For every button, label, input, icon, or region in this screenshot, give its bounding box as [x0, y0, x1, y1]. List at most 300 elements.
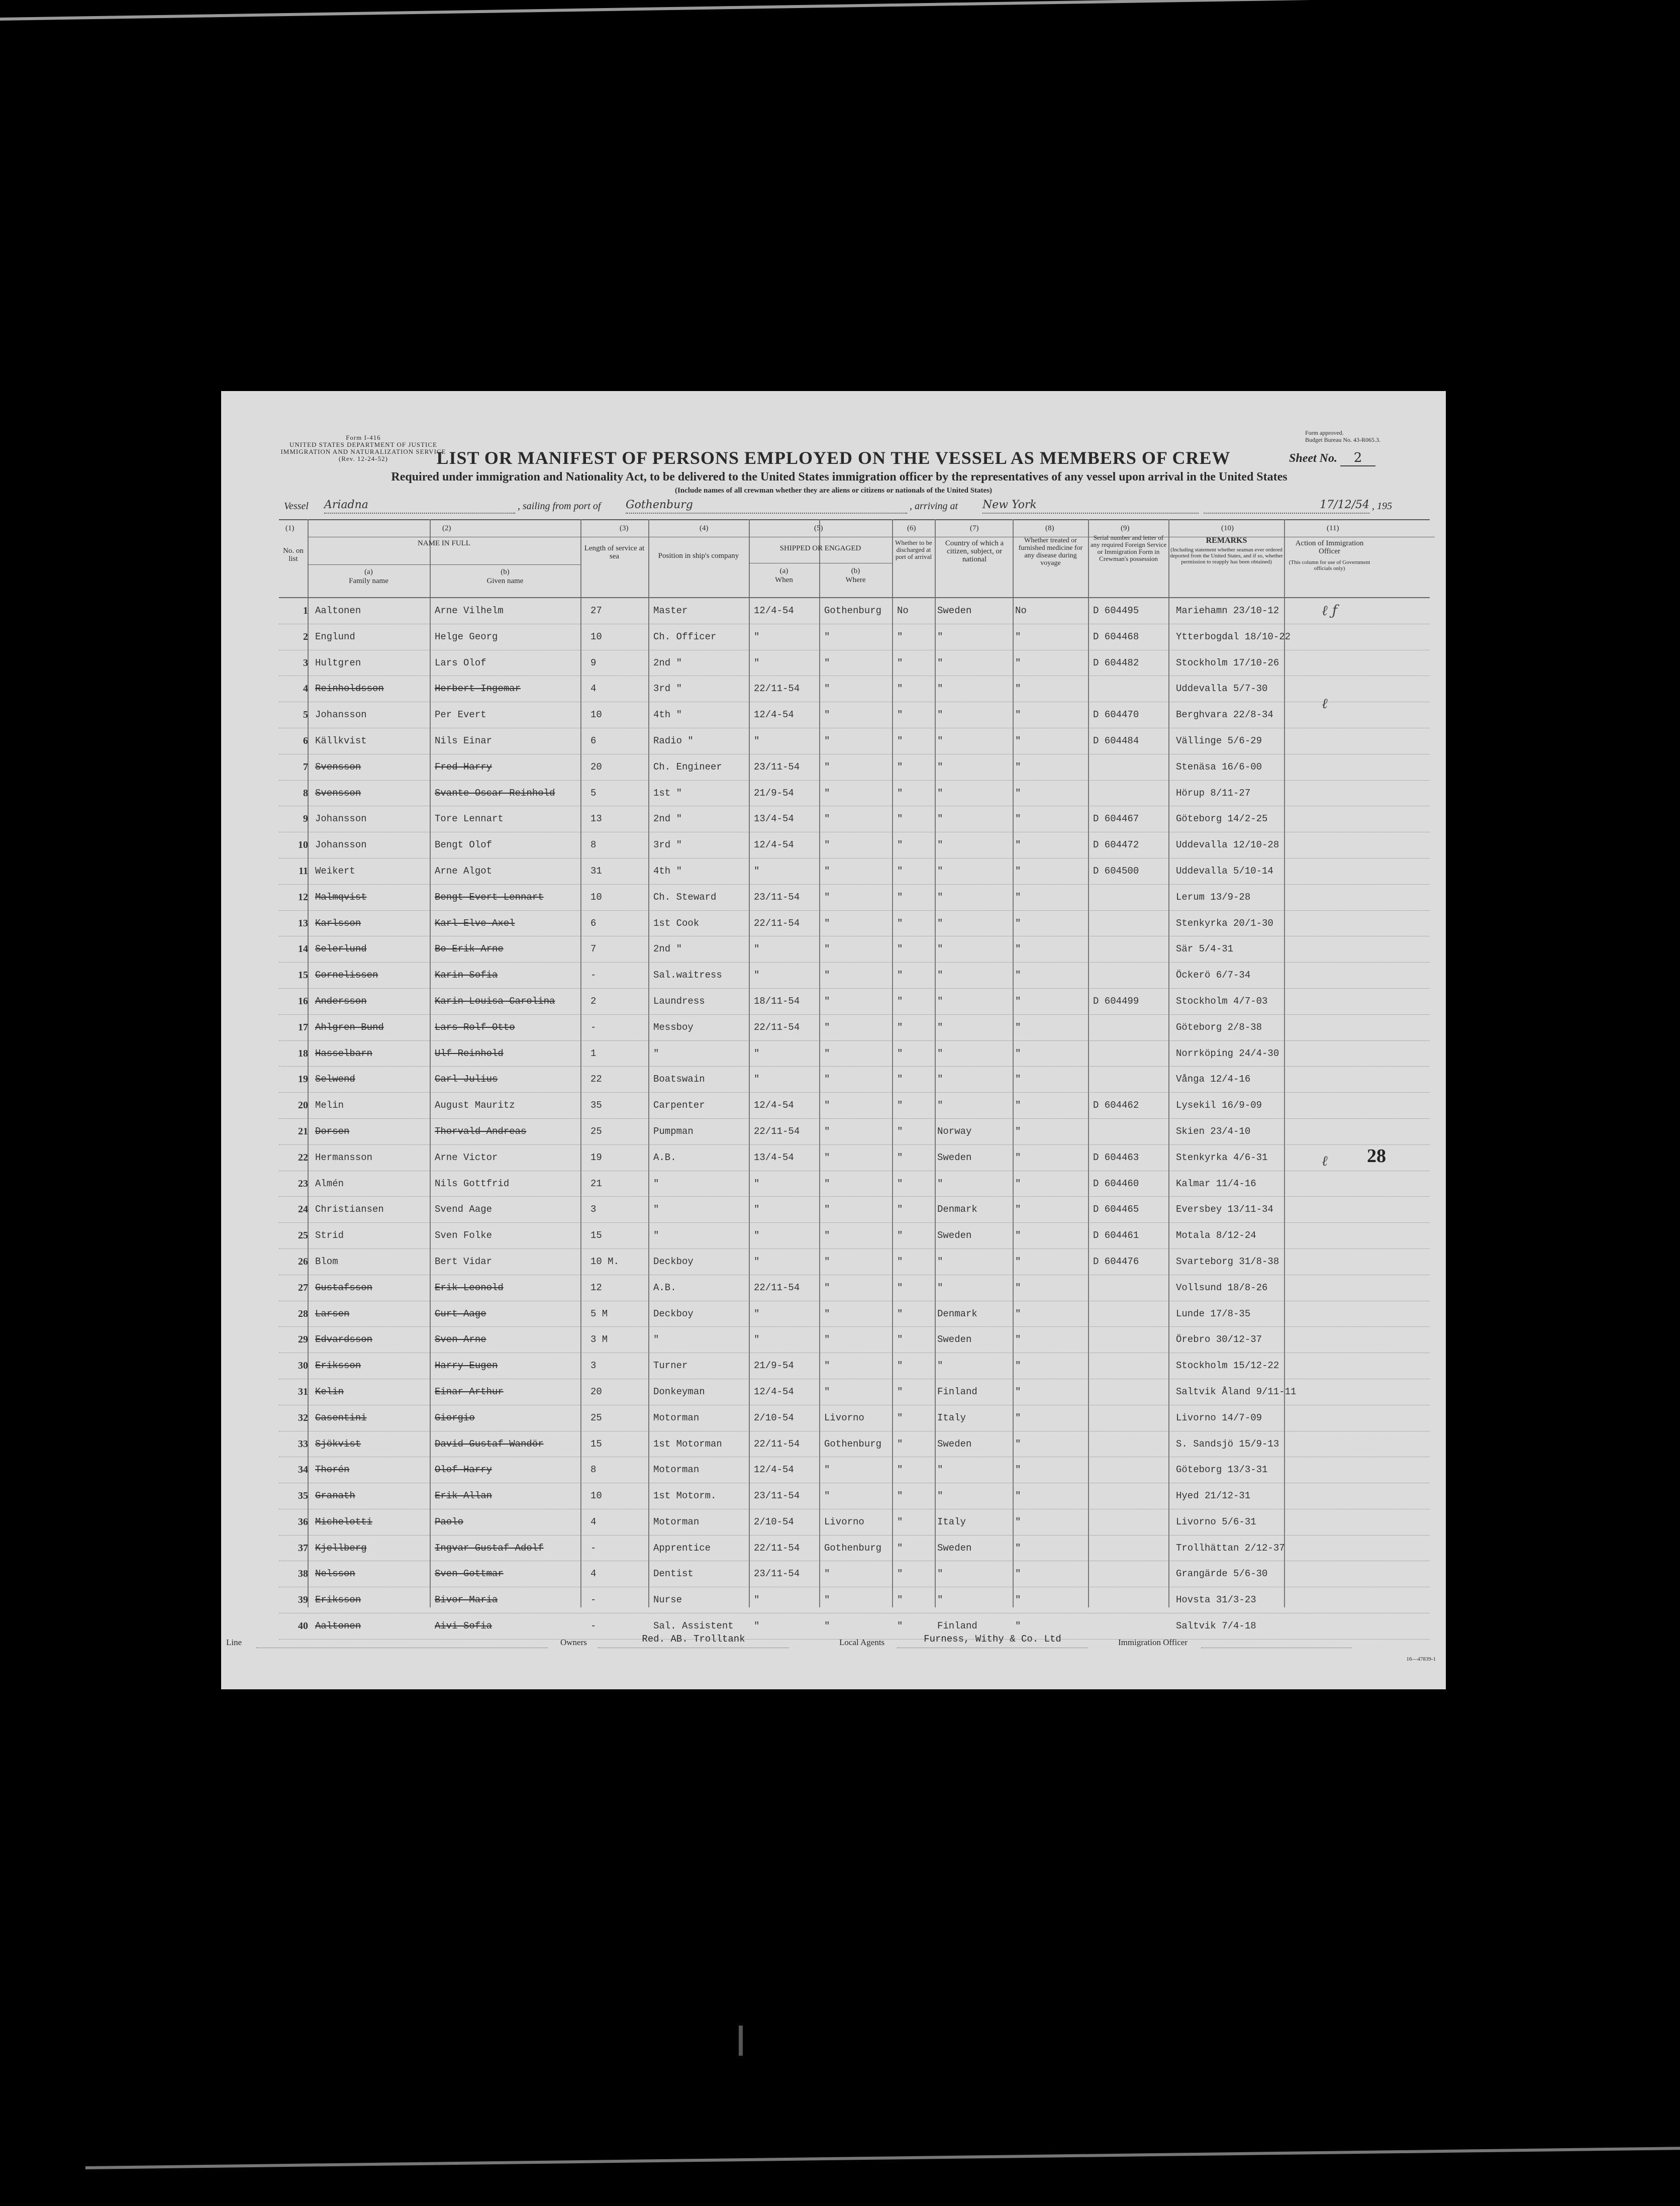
cell-when: 22/11-54 — [754, 1021, 800, 1033]
cell-when: " — [754, 1204, 760, 1215]
cell-length: - — [590, 1620, 597, 1632]
cell-length: 10 — [590, 891, 602, 903]
cell-position: 2nd " — [653, 657, 682, 668]
cell-discharged: " — [897, 839, 903, 851]
cell-no: 11 — [299, 865, 308, 877]
cell-disease: " — [1015, 1620, 1021, 1632]
cell-family: Kelin — [315, 1386, 344, 1397]
cell-given: Nils Einar — [435, 735, 492, 746]
cell-when: " — [754, 1334, 760, 1346]
cell-position: Nurse — [653, 1594, 682, 1606]
table-row — [279, 989, 1430, 1015]
vessel-label: Vessel — [284, 501, 309, 512]
cell-country: Denmark — [937, 1204, 977, 1215]
cell-country: " — [937, 813, 943, 825]
cell-country: " — [937, 891, 943, 903]
cell-remarks: Uddevalla 5/10-14 — [1176, 865, 1273, 877]
cell-length: 31 — [590, 865, 602, 877]
cell-country: " — [937, 917, 943, 929]
cell-when: 21/9-54 — [754, 787, 794, 799]
cell-country: Italy — [937, 1412, 966, 1423]
cell-given: Curt Aage — [435, 1308, 486, 1319]
cell-remarks: Grangärde 5/6-30 — [1176, 1568, 1268, 1580]
cell-no: 16 — [298, 995, 308, 1007]
cell-country: " — [937, 1594, 943, 1606]
cell-family: Ahlgren-Bund — [315, 1021, 384, 1033]
cell-where: Gothenburg — [824, 1542, 882, 1554]
table-row — [279, 598, 1430, 624]
cell-where: " — [824, 631, 830, 642]
cell-length: 8 — [590, 1464, 597, 1476]
table-row — [279, 1483, 1430, 1509]
cell-given: Bo Erik Arne — [435, 943, 504, 955]
table-row — [279, 1145, 1430, 1171]
cell-where: " — [824, 1230, 830, 1241]
table-row — [279, 1301, 1430, 1327]
cell-family: Edvardsson — [315, 1334, 373, 1346]
cell-no: 1 — [303, 605, 308, 616]
cell-remarks: Göteborg 13/3-31 — [1176, 1464, 1268, 1476]
cell-family: Kjellberg — [315, 1542, 367, 1554]
cell-length: 19 — [590, 1152, 602, 1163]
cell-when: 12/4-54 — [754, 709, 794, 721]
cell-remarks: Lunde 17/8-35 — [1176, 1308, 1251, 1319]
cell-length: 8 — [590, 839, 597, 851]
cell-no: 25 — [298, 1230, 308, 1241]
cell-no: 6 — [303, 735, 308, 746]
cell-remarks: Vånga 12/4-16 — [1176, 1074, 1251, 1085]
cell-disease: " — [1015, 735, 1021, 746]
cell-disease: " — [1015, 683, 1021, 695]
cell-no: 9 — [303, 813, 308, 825]
cell-family: Cornelissen — [315, 970, 378, 981]
cell-disease: " — [1015, 1204, 1021, 1215]
cell-no: 31 — [298, 1386, 308, 1397]
cell-remarks: Livorno 14/7-09 — [1176, 1412, 1262, 1423]
cell-position: Sal. Assistent — [653, 1620, 734, 1632]
cell-position: Motorman — [653, 1412, 700, 1423]
cell-disease: " — [1015, 1021, 1021, 1033]
cell-no: 39 — [298, 1594, 308, 1606]
cell-where: " — [824, 917, 830, 929]
table-row — [279, 885, 1430, 911]
cell-position: Ch. Steward — [653, 891, 717, 903]
cell-disease: " — [1015, 1178, 1021, 1189]
cell-serial: D 604484 — [1093, 735, 1139, 746]
cell-position: 3rd " — [653, 683, 682, 695]
cell-position: Messboy — [653, 1021, 694, 1033]
cell-disease: " — [1015, 1334, 1021, 1346]
cell-given: Lars Olof — [435, 657, 486, 668]
cell-country: Finland — [937, 1620, 977, 1632]
cell-no: 40 — [298, 1620, 308, 1632]
cell-country: Denmark — [937, 1308, 977, 1319]
table-row — [279, 1093, 1430, 1119]
cell-when: " — [754, 657, 760, 668]
page-stamp: 28 — [1367, 1145, 1386, 1167]
cell-country: " — [937, 1047, 943, 1059]
cell-disease: " — [1015, 995, 1021, 1007]
agents-field: Furness, Withy & Co. Ltd — [897, 1634, 1088, 1648]
cell-where: " — [824, 1152, 830, 1163]
cell-position: 1st Cook — [653, 917, 700, 929]
cell-discharged: " — [897, 709, 903, 721]
cell-given: Arne Victor — [435, 1152, 498, 1163]
cell-discharged: " — [897, 1464, 903, 1476]
cell-when: 23/11-54 — [754, 891, 800, 903]
table-row — [279, 963, 1430, 989]
cell-where: " — [824, 1620, 830, 1632]
sheet-number — [1289, 450, 1375, 466]
cell-family: Johansson — [315, 709, 367, 721]
cell-when: 22/11-54 — [754, 1282, 800, 1293]
col-num: (10) — [1221, 524, 1234, 532]
cell-length: 25 — [590, 1125, 602, 1137]
cell-disease: " — [1015, 1100, 1021, 1111]
cell-when: 18/11-54 — [754, 995, 800, 1007]
cell-given: Karl Elve Axel — [435, 917, 515, 929]
cell-where: " — [824, 1464, 830, 1476]
col-header-where: Where — [845, 576, 866, 584]
sheet-value: 2 — [1340, 450, 1375, 466]
cell-given: Arne Vilhelm — [435, 605, 504, 616]
cell-family: Granath — [315, 1490, 355, 1502]
cell-country: " — [937, 787, 943, 799]
cell-given: Sven Folke — [435, 1230, 492, 1241]
owners-label: Owners — [560, 1638, 587, 1647]
cell-remarks: Skien 23/4-10 — [1176, 1125, 1251, 1137]
cell-when: 22/11-54 — [754, 1125, 800, 1137]
cell-where: " — [824, 1490, 830, 1502]
officer-signature-field — [1201, 1634, 1352, 1648]
cell-when: " — [754, 1594, 760, 1606]
cell-country: " — [937, 1100, 943, 1111]
col-header-no: No. on list — [283, 547, 304, 563]
col-num: (11) — [1327, 524, 1339, 532]
cell-discharged: " — [897, 1100, 903, 1111]
page-title: LIST OR MANIFEST OF PERSONS EMPLOYED ON THE VESSEL AS MEMBERS OF CREW — [436, 448, 1231, 468]
cell-remarks: Stockholm 17/10-26 — [1176, 657, 1279, 668]
cell-discharged: " — [897, 1074, 903, 1085]
cell-given: Svante Oscar Reinhold — [435, 787, 555, 799]
table-row — [279, 781, 1430, 807]
cell-when: 13/4-54 — [754, 1152, 794, 1163]
cell-discharged: " — [897, 1542, 903, 1554]
cell-length: 20 — [590, 761, 602, 773]
cell-family: Dorsen — [315, 1125, 350, 1137]
cell-no: 7 — [303, 761, 308, 773]
cell-where: " — [824, 1204, 830, 1215]
cell-where: " — [824, 970, 830, 981]
cell-disease: " — [1015, 1386, 1021, 1397]
cell-length: 15 — [590, 1438, 602, 1450]
cell-remarks: Hörup 8/11-27 — [1176, 787, 1251, 799]
cell-remarks: Mariehamn 23/10-12 — [1176, 605, 1279, 616]
cell-discharged: " — [897, 1412, 903, 1423]
cell-position: Laundress — [653, 995, 705, 1007]
cell-length: 6 — [590, 917, 597, 929]
cell-given: Nils Gottfrid — [435, 1178, 510, 1189]
cell-given: Lars Rolf Otto — [435, 1021, 515, 1033]
col-num: (7) — [970, 524, 979, 532]
cell-no: 36 — [298, 1516, 308, 1527]
cell-family: Christiansen — [315, 1204, 384, 1215]
cell-given: Ulf Reinhold — [435, 1047, 504, 1059]
cell-discharged: " — [897, 1021, 903, 1033]
table-row — [279, 1171, 1430, 1197]
cell-family: Andersson — [315, 995, 367, 1007]
cell-remarks: Saltvik Åland 9/11-11 — [1176, 1386, 1297, 1397]
cell-when: 23/11-54 — [754, 1490, 800, 1502]
cell-serial: D 604472 — [1093, 839, 1139, 851]
cell-country: Italy — [937, 1516, 966, 1527]
cell-family: Larsen — [315, 1308, 350, 1319]
cell-disease: " — [1015, 1464, 1021, 1476]
cell-when: 21/9-54 — [754, 1360, 794, 1372]
cell-position: 4th " — [653, 865, 682, 877]
cell-family: Malmqvist — [315, 891, 367, 903]
col-num: (6) — [907, 524, 916, 532]
cell-length: 7 — [590, 943, 597, 955]
cell-serial: D 604482 — [1093, 657, 1139, 668]
cell-disease: " — [1015, 865, 1021, 877]
cell-position: Sal.waitress — [653, 970, 722, 981]
cell-disease: " — [1015, 1282, 1021, 1293]
cell-discharged: " — [897, 1568, 903, 1580]
officer-mark: ℓ — [1322, 1153, 1328, 1169]
cell-remarks: Sär 5/4-31 — [1176, 943, 1234, 955]
table-row — [279, 676, 1430, 702]
cell-given: Giorgio — [435, 1412, 475, 1423]
cell-length: 9 — [590, 657, 597, 668]
table-row — [279, 1041, 1430, 1067]
cell-length: 10 — [590, 631, 602, 642]
table-row — [279, 911, 1430, 937]
col-header-remarks: REMARKS — [1206, 536, 1247, 545]
revision-date: (Rev. 12-24-52) — [339, 455, 388, 462]
cell-remarks: Motala 8/12-24 — [1176, 1230, 1256, 1241]
cell-length: 2 — [590, 995, 597, 1007]
cell-family: Strid — [315, 1230, 344, 1241]
cell-disease: " — [1015, 943, 1021, 955]
cell-length: 5 M — [590, 1308, 608, 1319]
cell-disease: " — [1015, 1230, 1021, 1241]
cell-when: " — [754, 1178, 760, 1189]
table-row — [279, 1275, 1430, 1301]
cell-remarks: Ytterbogdal 18/10-22 — [1176, 631, 1291, 642]
budget-bureau-text: Budget Bureau No. 43-R065.3. — [1305, 436, 1380, 443]
cell-no: 27 — [298, 1282, 308, 1293]
cell-country: " — [937, 1490, 943, 1502]
cell-disease: " — [1015, 1516, 1021, 1527]
cell-length: 4 — [590, 683, 597, 695]
cell-remarks: Lerum 13/9-28 — [1176, 891, 1251, 903]
table-row — [279, 1015, 1430, 1041]
cell-no: 28 — [298, 1308, 308, 1319]
cell-where: " — [824, 709, 830, 721]
cell-country: " — [937, 839, 943, 851]
cell-where: " — [824, 735, 830, 746]
cell-serial: D 604500 — [1093, 865, 1139, 877]
cell-discharged: " — [897, 1386, 903, 1397]
cell-remarks: Trollhättan 2/12-37 — [1176, 1542, 1285, 1554]
cell-family: Weikert — [315, 865, 355, 877]
cell-family: Hultgren — [315, 657, 361, 668]
cell-position: Apprentice — [653, 1542, 711, 1554]
cell-remarks: Lysekil 16/9-09 — [1176, 1100, 1262, 1111]
cell-length: 27 — [590, 605, 602, 616]
cell-given: Helge Georg — [435, 631, 498, 642]
table-row — [279, 1327, 1430, 1353]
cell-no: 30 — [298, 1360, 308, 1372]
col-header-disease: Whether treated or furnished medicine for any disease during voyage — [1018, 537, 1083, 567]
cell-family: Englund — [315, 631, 355, 642]
department-name: UNITED STATES DEPARTMENT OF JUSTICE — [289, 441, 437, 448]
cell-discharged: " — [897, 683, 903, 695]
cell-discharged: " — [897, 865, 903, 877]
cell-where: Livorno — [824, 1412, 864, 1423]
vessel-field: Ariadna — [324, 499, 515, 514]
cell-length: 5 — [590, 787, 597, 799]
cell-remarks: Öckerö 6/7-34 — [1176, 970, 1251, 981]
cell-remarks: Berghvara 22/8-34 — [1176, 709, 1273, 721]
col-header-when: When — [775, 576, 793, 584]
cell-disease: " — [1015, 657, 1021, 668]
cell-position: Deckboy — [653, 1308, 694, 1319]
cell-remarks: Hyed 21/12-31 — [1176, 1490, 1251, 1502]
cell-family: Hasselbarn — [315, 1047, 373, 1059]
cell-remarks: Vollsund 18/8-26 — [1176, 1282, 1268, 1293]
cell-length: 20 — [590, 1386, 602, 1397]
cell-family: Johansson — [315, 839, 367, 851]
col-header-family: Family name — [349, 577, 388, 585]
cell-discharged: " — [897, 1282, 903, 1293]
cell-family: Sjökvist — [315, 1438, 361, 1450]
cell-given: Fred Harry — [435, 761, 492, 773]
scan-border-bottom — [85, 2147, 1680, 2169]
cell-where: " — [824, 1334, 830, 1346]
cell-disease: " — [1015, 761, 1021, 773]
cell-family: Gustafsson — [315, 1282, 373, 1293]
cell-serial: D 604467 — [1093, 813, 1139, 825]
col-num: (5) — [814, 524, 823, 532]
cell-no: 2 — [303, 631, 308, 642]
cell-disease: " — [1015, 787, 1021, 799]
col-header-length: Length of service at sea — [584, 544, 645, 560]
cell-remarks: Svarteborg 31/8-38 — [1176, 1256, 1279, 1267]
cell-country: " — [937, 1282, 943, 1293]
cell-country: Sweden — [937, 1542, 972, 1554]
col-num: (4) — [700, 524, 709, 532]
col-header-given: Given name — [486, 577, 524, 585]
cell-when: " — [754, 943, 760, 955]
cell-given: Herbert Ingemar — [435, 683, 521, 695]
cell-when: " — [754, 1620, 760, 1632]
cell-family: Hermansson — [315, 1152, 373, 1163]
cell-where: " — [824, 891, 830, 903]
sailing-field: Gothenburg — [626, 499, 907, 514]
cell-position: " — [653, 1230, 659, 1241]
cell-length: - — [590, 1021, 597, 1033]
table-row — [279, 1431, 1430, 1458]
cell-disease: " — [1015, 709, 1021, 721]
cell-discharged: " — [897, 995, 903, 1007]
cell-given: Bivor Maria — [435, 1594, 498, 1606]
cell-when: 12/4-54 — [754, 1100, 794, 1111]
date-field: 17/12/54 — [1204, 499, 1369, 514]
cell-where: " — [824, 1178, 830, 1189]
cell-country: " — [937, 735, 943, 746]
cell-disease: " — [1015, 1125, 1021, 1137]
col-header-family-tag: (a) — [364, 568, 373, 576]
cell-when: 12/4-54 — [754, 839, 794, 851]
cell-given: Aivi Sofia — [435, 1620, 492, 1632]
cell-given: Per Evert — [435, 709, 486, 721]
cell-remarks: Uddevalla 5/7-30 — [1176, 683, 1268, 695]
cell-when: 22/11-54 — [754, 683, 800, 695]
col-header-action-note: (This column for use of Government officials only) — [1289, 559, 1370, 571]
cell-country: Sweden — [937, 1152, 972, 1163]
cell-remarks: Örebro 30/12-37 — [1176, 1334, 1262, 1346]
cell-position: Master — [653, 605, 688, 616]
line-label: Line — [226, 1638, 242, 1647]
cell-no: 4 — [303, 683, 308, 695]
cell-length: 10 — [590, 1490, 602, 1502]
cell-serial: D 604495 — [1093, 605, 1139, 616]
cell-given: Svend Aage — [435, 1204, 492, 1215]
cell-given: Olof Harry — [435, 1464, 492, 1476]
cell-position: A.B. — [653, 1152, 676, 1163]
cell-given: Thorvald Andreas — [435, 1125, 527, 1137]
officer-mark: ℓ ƒ — [1322, 602, 1337, 619]
cell-discharged: " — [897, 1308, 903, 1319]
cell-family: Johansson — [315, 813, 367, 825]
cell-discharged: " — [897, 1360, 903, 1372]
cell-where: " — [824, 657, 830, 668]
table-row — [279, 1379, 1430, 1405]
table-row — [279, 728, 1430, 754]
cell-length: 4 — [590, 1516, 597, 1527]
table-row — [279, 806, 1430, 832]
cell-where: " — [824, 1125, 830, 1137]
cell-no: 15 — [298, 970, 308, 981]
cell-length: 1 — [590, 1047, 597, 1059]
cell-country: Finland — [937, 1386, 977, 1397]
cell-when: " — [754, 865, 760, 877]
cell-when: 2/10-54 — [754, 1516, 794, 1527]
cell-given: Harry Eugen — [435, 1360, 498, 1372]
cell-disease: " — [1015, 839, 1021, 851]
table-row — [279, 1561, 1430, 1587]
cell-country: " — [937, 1178, 943, 1189]
voyage-info — [284, 499, 1440, 516]
year-label: , 195 — [1372, 501, 1392, 512]
cell-given: Ingvar Gustaf Adolf — [435, 1542, 544, 1554]
cell-country: Sweden — [937, 1230, 972, 1241]
table-row — [279, 1067, 1430, 1093]
cell-length: 4 — [590, 1568, 597, 1580]
cell-no: 35 — [298, 1490, 308, 1502]
cell-where: " — [824, 1021, 830, 1033]
cell-remarks: Göteborg 14/2-25 — [1176, 813, 1268, 825]
cell-serial: D 604462 — [1093, 1100, 1139, 1111]
cell-country: " — [937, 1256, 943, 1267]
cell-no: 33 — [298, 1438, 308, 1450]
cell-remarks: Stenäsa 16/6-00 — [1176, 761, 1262, 773]
cell-no: 18 — [298, 1047, 308, 1059]
cell-position: 3rd " — [653, 839, 682, 851]
cell-no: 22 — [298, 1152, 308, 1163]
